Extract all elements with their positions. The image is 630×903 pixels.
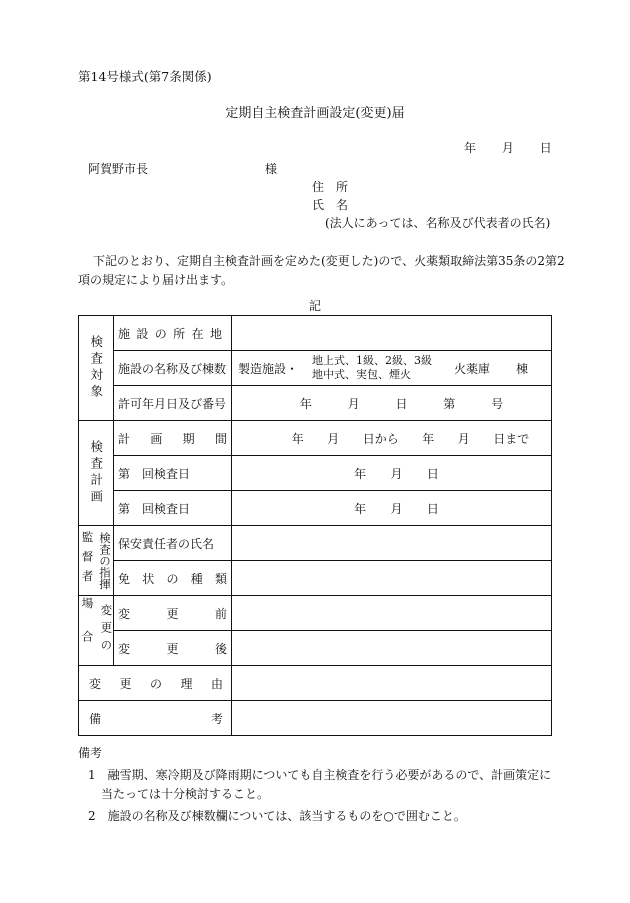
inspection-2-year: 年	[354, 501, 367, 516]
underground-options[interactable]: 地中式、実包、煙火	[312, 368, 412, 381]
building-unit-label: 棟	[516, 361, 529, 376]
submission-date	[464, 139, 552, 156]
form-number: 第14号様式(第7条関係)	[78, 69, 212, 84]
name-label: 氏 名	[312, 198, 349, 212]
change-case-group: 場合 変更の	[80, 597, 114, 664]
inspection-date-2-field[interactable]	[232, 491, 552, 526]
magazine-option[interactable]: 火薬庫	[454, 361, 491, 376]
inspection-1-year: 年	[354, 466, 367, 481]
inspection-2-day: 日	[426, 501, 439, 516]
permit-label: 許可年月日及び番号	[114, 386, 232, 421]
permit-day: 日	[395, 396, 408, 411]
inspection-target-group: 検査対象	[79, 316, 114, 421]
ki-heading: 記	[308, 299, 321, 313]
license-type-label: 免 状 の 種 類	[114, 561, 232, 596]
period-end-day: 日まで	[493, 431, 530, 446]
facility-location-label: 施 設 の 所 在 地	[114, 316, 232, 351]
application-form-table	[78, 315, 552, 736]
period-start-day: 日から	[362, 431, 399, 446]
before-change-field[interactable]	[232, 596, 552, 631]
inspection-date-1-field[interactable]	[232, 456, 552, 491]
inspection-date-1-label: 第 回検査日	[114, 456, 232, 491]
remarks-heading: 備考	[78, 746, 103, 760]
remarks-item-1-cont: 当たっては十分検討すること。	[101, 787, 270, 801]
year-label: 年	[464, 141, 477, 155]
license-type-field[interactable]	[232, 561, 552, 596]
inspection-plan-group: 検査計画	[79, 421, 114, 526]
permit-field[interactable]	[232, 386, 552, 421]
body-text-line1: 下記のとおり、定期自主検査計画を定めた(変更した)ので、火薬類取締法第35条の2第2	[93, 254, 565, 268]
plan-period-label: 計 画 期 間	[114, 421, 232, 456]
permit-year: 年	[299, 396, 312, 411]
security-manager-name-label: 保安責任者の氏名	[114, 526, 232, 561]
period-end-month: 月	[457, 431, 470, 446]
facility-name-count-label: 施設の名称及び棟数	[114, 351, 232, 386]
period-start-year: 年	[291, 431, 304, 446]
plan-period-field[interactable]	[232, 421, 552, 456]
document-title: 定期自主検査計画設定(変更)届	[225, 106, 405, 121]
facility-name-count-field[interactable]	[232, 351, 552, 386]
production-facility-option[interactable]: 製造施設・	[238, 361, 299, 376]
period-end-year: 年	[422, 431, 435, 446]
address-label: 住 所	[312, 180, 349, 194]
permit-number-prefix: 第	[443, 396, 456, 411]
inspection-2-month: 月	[390, 501, 403, 516]
inspection-date-2-label: 第 回検査日	[114, 491, 232, 526]
day-label: 日	[539, 141, 552, 155]
change-reason-field[interactable]	[232, 666, 552, 701]
before-change-label: 変 更 前	[114, 596, 232, 631]
after-change-field[interactable]	[232, 631, 552, 666]
remarks-row-field[interactable]	[232, 701, 552, 736]
supervisor-group: 監督者 検査の指揮	[79, 526, 114, 596]
remarks-right: 考	[210, 711, 223, 726]
remarks-item-1: 1 融雪期、寒冷期及び降雨期についても自主検査を行う必要があるので、計画策定に	[88, 768, 552, 782]
addressee-name: 阿賀野市長	[88, 162, 149, 176]
remarks-item-2: 2 施設の名称及び棟数欄については、該当するものを○で囲むこと。	[88, 809, 466, 823]
addressee-honorific: 様	[265, 162, 278, 176]
inspection-1-month: 月	[390, 466, 403, 481]
security-manager-name-field[interactable]	[232, 526, 552, 561]
remarks-left: 備	[89, 711, 102, 726]
body-text-line2: 項の規定により届け出ます。	[78, 273, 234, 287]
facility-location-field[interactable]	[232, 316, 552, 351]
month-label: 月	[501, 141, 514, 155]
after-change-label: 変 更 後	[114, 631, 232, 666]
above-ground-options[interactable]: 地上式、1級、2級、3級	[312, 354, 433, 368]
permit-number-suffix: 号	[491, 396, 504, 411]
corporate-note: (法人にあっては、名称及び代表者の氏名)	[325, 216, 551, 230]
permit-month: 月	[347, 396, 360, 411]
remarks-row-label	[79, 701, 232, 736]
period-start-month: 月	[327, 431, 340, 446]
inspection-1-day: 日	[426, 466, 439, 481]
change-reason-label: 変 更 の 理 由	[79, 666, 232, 701]
